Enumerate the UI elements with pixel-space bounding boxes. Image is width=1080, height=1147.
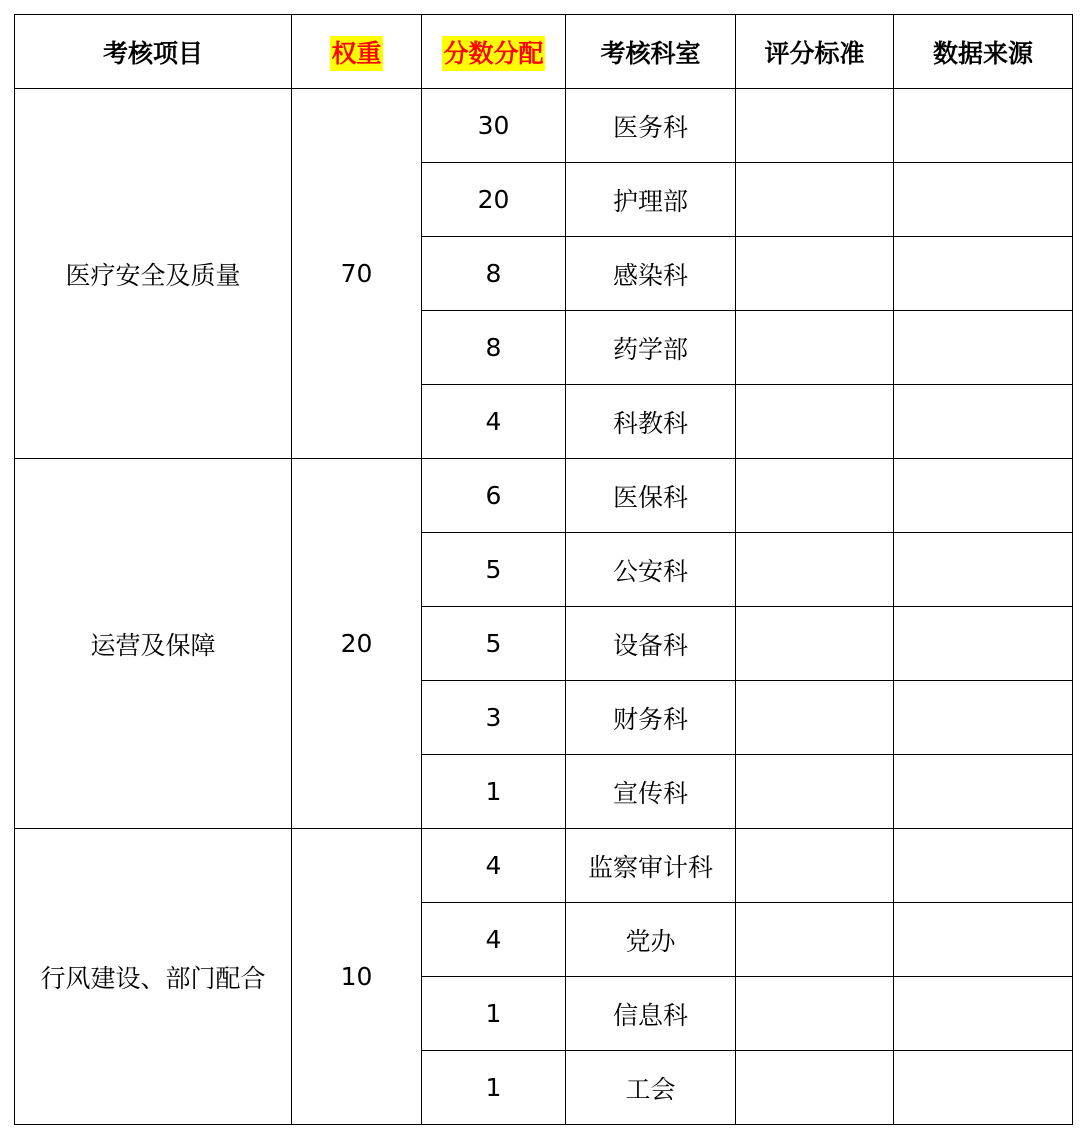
- source-cell: [894, 755, 1073, 829]
- dept-cell: 工会: [566, 1051, 736, 1125]
- source-cell: [894, 237, 1073, 311]
- source-cell: [894, 311, 1073, 385]
- score-cell: 4: [422, 385, 566, 459]
- weight-cell: 20: [292, 459, 422, 829]
- item-cell: 行风建设、部门配合: [15, 829, 292, 1125]
- source-cell: [894, 89, 1073, 163]
- item-cell: 运营及保障: [15, 459, 292, 829]
- criteria-cell: [736, 459, 894, 533]
- table-row: [15, 89, 1073, 163]
- header-score-label: 分数分配: [442, 36, 544, 71]
- header-score: [422, 15, 566, 89]
- source-cell: [894, 607, 1073, 681]
- criteria-cell: [736, 163, 894, 237]
- score-cell: 1: [422, 755, 566, 829]
- score-cell: 6: [422, 459, 566, 533]
- score-cell: 4: [422, 903, 566, 977]
- score-cell: 1: [422, 1051, 566, 1125]
- score-cell: 4: [422, 829, 566, 903]
- source-cell: [894, 163, 1073, 237]
- dept-cell: 医务科: [566, 89, 736, 163]
- criteria-cell: [736, 533, 894, 607]
- item-cell: 医疗安全及质量: [15, 89, 292, 459]
- weight-cell: 70: [292, 89, 422, 459]
- dept-cell: 感染科: [566, 237, 736, 311]
- dept-cell: 信息科: [566, 977, 736, 1051]
- source-cell: [894, 533, 1073, 607]
- criteria-cell: [736, 89, 894, 163]
- dept-cell: 党办: [566, 903, 736, 977]
- dept-cell: 设备科: [566, 607, 736, 681]
- score-cell: 8: [422, 311, 566, 385]
- table-row: [15, 829, 1073, 903]
- dept-cell: 医保科: [566, 459, 736, 533]
- source-cell: [894, 977, 1073, 1051]
- header-source: 数据来源: [894, 15, 1073, 89]
- source-cell: [894, 903, 1073, 977]
- source-cell: [894, 1051, 1073, 1125]
- dept-cell: 药学部: [566, 311, 736, 385]
- dept-cell: 科教科: [566, 385, 736, 459]
- source-cell: [894, 385, 1073, 459]
- dept-cell: 监察审计科: [566, 829, 736, 903]
- dept-cell: 护理部: [566, 163, 736, 237]
- header-row: [15, 15, 1073, 89]
- header-weight: [292, 15, 422, 89]
- criteria-cell: [736, 829, 894, 903]
- criteria-cell: [736, 607, 894, 681]
- score-cell: 5: [422, 607, 566, 681]
- header-dept: 考核科室: [566, 15, 736, 89]
- criteria-cell: [736, 681, 894, 755]
- score-cell: 5: [422, 533, 566, 607]
- source-cell: [894, 829, 1073, 903]
- score-cell: 30: [422, 89, 566, 163]
- criteria-cell: [736, 385, 894, 459]
- dept-cell: 财务科: [566, 681, 736, 755]
- criteria-cell: [736, 903, 894, 977]
- score-cell: 20: [422, 163, 566, 237]
- header-criteria: 评分标准: [736, 15, 894, 89]
- score-cell: 3: [422, 681, 566, 755]
- dept-cell: 宣传科: [566, 755, 736, 829]
- source-cell: [894, 681, 1073, 755]
- criteria-cell: [736, 237, 894, 311]
- criteria-cell: [736, 755, 894, 829]
- table-row: [15, 459, 1073, 533]
- score-cell: 8: [422, 237, 566, 311]
- dept-cell: 公安科: [566, 533, 736, 607]
- score-cell: 1: [422, 977, 566, 1051]
- criteria-cell: [736, 311, 894, 385]
- header-weight-label: 权重: [330, 36, 382, 71]
- criteria-cell: [736, 1051, 894, 1125]
- source-cell: [894, 459, 1073, 533]
- weight-cell: 10: [292, 829, 422, 1125]
- criteria-cell: [736, 977, 894, 1051]
- header-item: 考核项目: [15, 15, 292, 89]
- assessment-table: [14, 14, 1073, 1125]
